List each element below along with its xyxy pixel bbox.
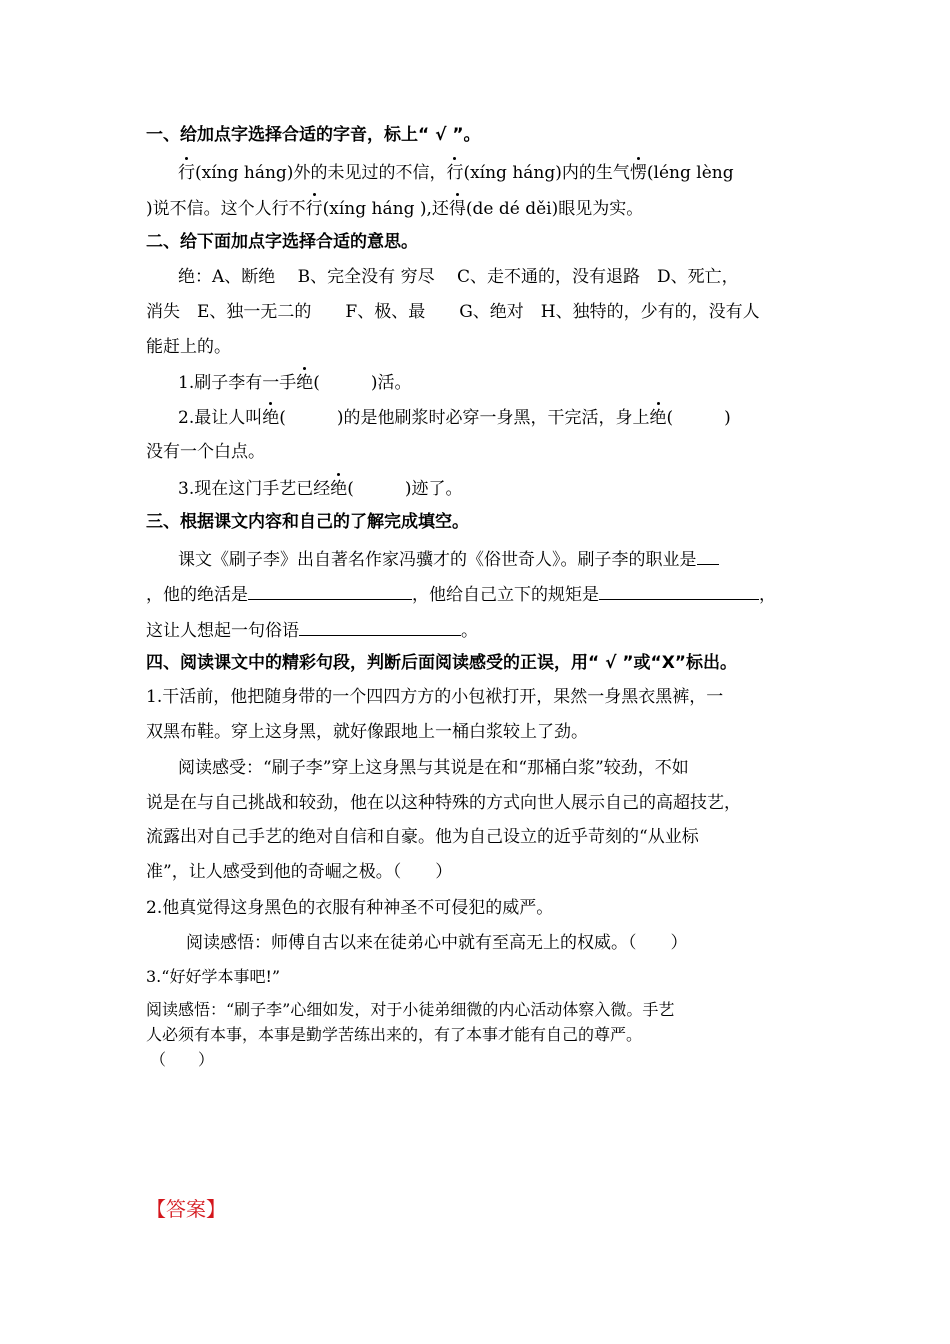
section-2-title: 二、给下面加点字选择合适的意思。 <box>146 232 418 252</box>
text-fragment: ， <box>759 585 776 605</box>
feeling-3-line-1: 阅读感悟：“刷子李”心细如发，对于小徒弟细微的内心活动体察入微。手艺 <box>146 1000 675 1019</box>
feeling-2: 阅读感悟：师傅自古以来在徒弟心中就有至高无上的权威。（ ） <box>186 933 688 953</box>
definition-line-3: 能赶上的。 <box>146 337 231 357</box>
passage-3: 3.“好好学本事吧!” <box>146 967 281 986</box>
text-fragment: (xíng háng ),还 <box>322 199 449 219</box>
text-fragment: 课文《刷子李》出自著名作家冯骥才的《俗世奇人》。刷子李的职业是 <box>178 550 697 570</box>
text-fragment: )说不信。这个人行不 <box>146 199 306 219</box>
text-fragment: 1.刷子李有一手 <box>178 373 297 393</box>
text-fragment: 3.现在这门手艺已经 <box>178 479 331 499</box>
text-fragment: (de dé děi)眼见为实。 <box>465 199 644 219</box>
fill-blank[interactable] <box>299 618 461 636</box>
question-2-cont: 没有一个白点。 <box>146 442 265 462</box>
text-fragment: 。 <box>461 621 478 641</box>
feeling-1-line-3: 流露出对自己手艺的绝对自信和自豪。他为自己设立的近乎苛刻的“从业标 <box>146 827 699 847</box>
text-fragment: (léng lèng <box>646 163 734 183</box>
fill-line-3 <box>146 618 478 642</box>
section-1-title: 一、给加点字选择合适的字音，标上“ √ ”。 <box>146 125 481 145</box>
answer-blank[interactable]: ( ) <box>666 408 731 428</box>
dotted-char: 绝 <box>330 479 348 499</box>
text-fragment: 2.最让人叫 <box>178 408 263 428</box>
text-fragment: (xíng háng)内的生气 <box>463 163 630 183</box>
dotted-char: 绝 <box>649 408 667 428</box>
dotted-char: 行 <box>446 163 464 183</box>
text-fragment: ，他的绝活是 <box>146 585 248 605</box>
question-2 <box>178 407 731 429</box>
definition-line-1: 绝：A、断绝 B、完全没有 穷尽 C、走不通的，没有退路 D、死亡， <box>178 267 739 287</box>
dotted-char: 行 <box>178 163 195 183</box>
passage-1-line-2: 双黑布鞋。穿上这身黑，就好像跟地上一桶白浆较上了劲。 <box>146 722 588 742</box>
feeling-3-line-2: 人必须有本事，本事是勤学苦练出来的，有了本事才能有自己的尊严。 <box>146 1025 643 1044</box>
dotted-char: 绝 <box>262 408 280 428</box>
definition-line-2: 消失 E、独一无二的 F、极、最 G、绝对 H、独特的，少有的，没有人 <box>146 302 760 322</box>
feeling-3-paren: （ ） <box>150 1050 215 1069</box>
text-fragment: ( )的是他刷浆时必穿一身黑，干完活，身上 <box>279 408 650 428</box>
fill-blank[interactable] <box>248 582 412 600</box>
text-fragment: ，他给自己立下的规矩是 <box>412 585 599 605</box>
section-1-line-1 <box>178 162 734 184</box>
fill-blank[interactable] <box>599 582 759 600</box>
text-fragment: (xíng háng)外的未见过的不信， <box>195 163 447 183</box>
answer-blank[interactable]: ( )活。 <box>313 373 412 393</box>
question-3 <box>178 478 463 500</box>
feeling-1-line-1: 阅读感受：“刷子李”穿上这身黑与其说是在和“那桶白浆”较劲，不如 <box>178 758 689 778</box>
passage-1-line-1: 1.干活前，他把随身带的一个四四方方的小包袱打开，果然一身黑衣黑裤，一 <box>146 687 724 707</box>
dotted-char: 得 <box>448 199 466 219</box>
fill-line-1 <box>178 547 719 571</box>
feeling-1-line-4: 准”，让人感受到他的奇崛之极。（ ） <box>146 862 453 882</box>
section-3-title: 三、根据课文内容和自己的了解完成填空。 <box>146 512 469 532</box>
dotted-char: 愣 <box>629 163 647 183</box>
answer-heading: 【答案】 <box>146 1197 226 1221</box>
fill-blank[interactable] <box>697 547 719 565</box>
fill-line-2 <box>146 582 776 606</box>
text-fragment: 这让人想起一句俗语 <box>146 621 299 641</box>
section-4-title: 四、阅读课文中的精彩句段，判断后面阅读感受的正误，用“ √ ”或“X”标出。 <box>146 653 737 673</box>
passage-2: 2.他真觉得这身黑色的衣服有种神圣不可侵犯的威严。 <box>146 898 554 918</box>
answer-blank[interactable]: ( )迹了。 <box>347 479 463 499</box>
feeling-1-line-2: 说是在与自己挑战和较劲，他在以这种特殊的方式向世人展示自己的高超技艺， <box>146 793 741 813</box>
dotted-char: 行 <box>305 199 323 219</box>
dotted-char: 绝 <box>296 373 314 393</box>
section-1-line-2 <box>146 198 643 220</box>
question-1 <box>178 372 412 394</box>
